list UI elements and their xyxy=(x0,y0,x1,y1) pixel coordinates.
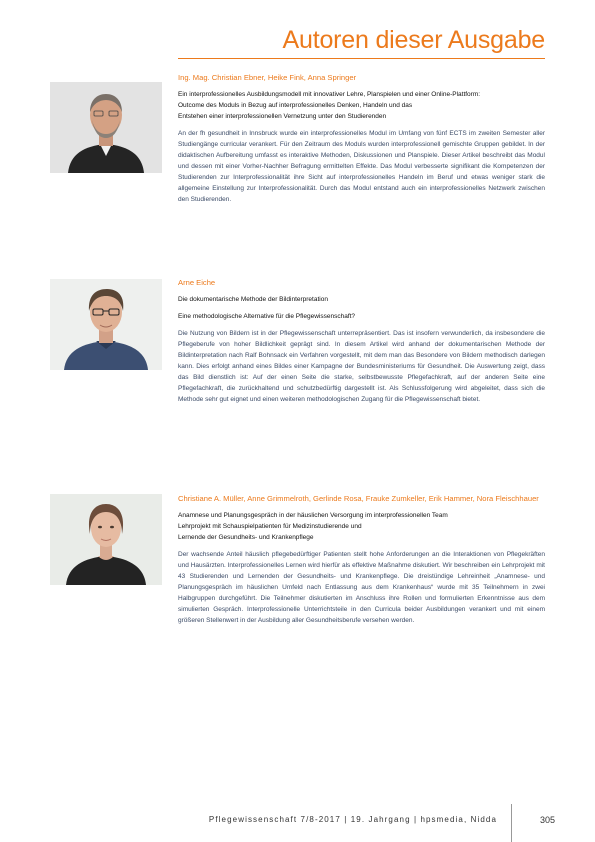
article-text-block xyxy=(178,72,545,205)
footer-divider xyxy=(511,804,512,842)
page-footer xyxy=(0,812,595,826)
article-abstract: Der wachsende Anteil häuslich pflegebedürftiger Patienten stellt hohe Anforderungen an die Interaktionen von Pflegekräften und Hausärzten. Interprofessionelles Lernen wird hierfür als effektive Maßnahme diskutiert. Wir beschreiben ein Lehrprojekt mit 43 Studierenden und Lernenden der Gesundheits- und Krankenpflege. Die dreistündige Lehreinheit „Anamnese- und Planungsgespräch im häuslichen Umfeld nach Entlassung aus dem Krankenhaus“ wurde mit 35 Teilnehmern in zwei Halbgruppen durchgeführt. Die Teilnehmer diskutierten im Anschluss ihre Rollen und formulierten Erkenntnisse aus dem simulierten Gespräch. Interprofessionelle Unterrichtsteile in den Curricula beider Ausbildungen verankert und mit einem größeren Stellenwert in der Ausbildung aller Gesundheitsberufe versehen werden. xyxy=(178,551,545,624)
title-rule xyxy=(178,58,545,59)
portrait-image xyxy=(50,279,162,370)
article-title-line: Die dokumentarische Methode der Bildinterpretation xyxy=(178,296,328,303)
author-photo-christian-ebner xyxy=(50,82,162,173)
portrait-image xyxy=(50,82,162,173)
article-text-block xyxy=(178,493,545,626)
portrait-image xyxy=(50,494,162,585)
author-photo-christiane-mueller xyxy=(50,494,162,585)
page-title: Autoren dieser Ausgabe xyxy=(282,26,545,54)
author-names: Arne Eiche xyxy=(178,278,216,287)
article-text-block xyxy=(178,277,545,405)
author-photo-arne-eiche xyxy=(50,279,162,370)
article-title xyxy=(178,89,545,122)
page-number: 305 xyxy=(540,815,556,825)
article-abstract: An der fh gesundheit in Innsbruck wurde ein interprofessionelles Modul im Umfang von fünf ECTS im zweiten Semester aller Studiengänge curricular verankert. Für den Zeitraum des Moduls wurden interprofessionell gemischte Gruppen gebildet. In der didaktischen Aufbereitung umfasst es interaktive Methoden, Diskussionen und Planspiele. Dieser Artikel beschreibt das Modul und dessen mit einer Vorher-Nachher Befragung ermittelten Effekte. Das Modul verbesserte signifikant die Kompetenzen der Studierenden zur Interprofessionalität ihre Sicht auf interprofessionelles Handeln im Beruf und etwas weniger stark die allgemeine Einstellung zur Interprofessionalität. Durch das Modul entstand auch ein interprofessionelles Netzwerk zwischen den Studierenden. xyxy=(178,130,545,203)
article-title-line: Eine methodologische Alternative für die Pflegewissenschaft? xyxy=(178,313,356,320)
article-title-line: Anamnese und Planungsgespräch in der häuslichen Versorgung im interprofessionellen Team xyxy=(178,512,448,519)
article-title-line: Lernende der Gesundheits- und Krankenpflege xyxy=(178,534,314,541)
article-title xyxy=(178,294,545,305)
article-title-line: Lehrprojekt mit Schauspielpatienten für Medizinstudierende und xyxy=(178,523,362,530)
article-title-line: Entstehen einer interprofessionellen Vernetzung unter den Studierenden xyxy=(178,113,387,120)
author-names: Ing. Mag. Christian Ebner, Heike Fink, Anna Springer xyxy=(178,73,357,82)
article-title-line: Outcome des Moduls in Bezug auf interprofessionelles Denken, Handeln und das xyxy=(178,102,413,109)
article-subtitle xyxy=(178,311,545,322)
article-title-line: Ein interprofessionelles Ausbildungsmodell mit innovativer Lehre, Planspielen und einer Online-Plattform: xyxy=(178,91,481,98)
article-title xyxy=(178,510,545,543)
journal-info: Pflegewissenschaft 7/8-2017 | 19. Jahrgang | hpsmedia, Nidda xyxy=(208,815,497,824)
author-names: Christiane A. Müller, Anne Grimmelroth, Gerlinde Rosa, Frauke Zumkeller, Erik Hammer, Nora Fleischhauer xyxy=(178,494,539,503)
article-abstract: Die Nutzung von Bildern ist in der Pflegewissenschaft unterrepräsentiert. Das ist insofern verwunderlich, da insbesondere die Pflegeberufe von hoher Bildlichkeit geprägt sind. In diesem Artikel wird anhand der dokumentarischen Methode der Bildinterpretation nach Ralf Bohnsack ein Verfahren vorgestellt, mit dem man das Besondere von Bildern methodisch darlegen kann. Dies erfolgt anhand eines Bildes einer Kampagne der Bundesministeriums für Gesundheit. Die Auswertung zeigt, dass das Bild dienstlich ist: Auf der einen Seite die starke, selbstbewusste Pflegefachkraft, auf der anderen Seite eine Pflegefachkraft, die zurückhaltend und schutzbedürftig dargestellt ist. Als Schlussfolgerung wird abgeleitet, dass sich die Methode sehr gut eignet und einen weiteren methodologischen Zugang für die Pflegewissenschaft bietet. xyxy=(178,330,545,403)
